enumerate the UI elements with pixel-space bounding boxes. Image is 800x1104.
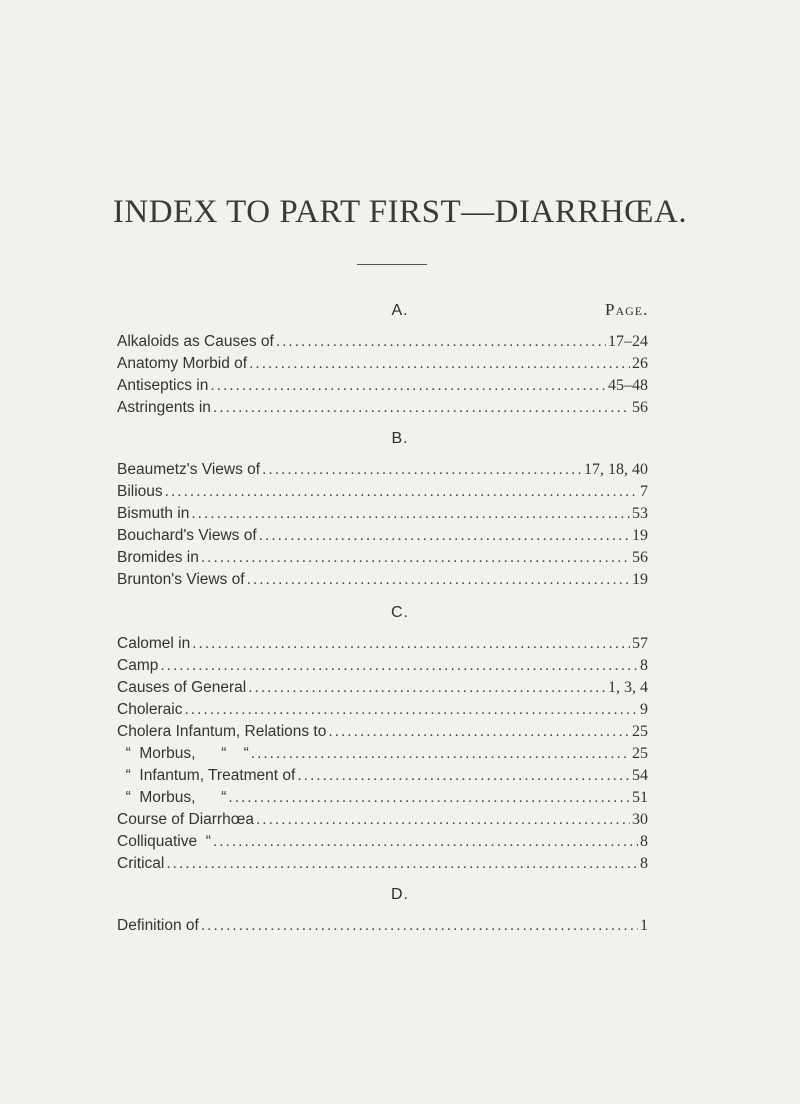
index-entry — [117, 377, 648, 399]
entry-page: 1 — [640, 917, 648, 934]
leader-dots — [249, 355, 630, 373]
index-entry — [117, 333, 648, 355]
entry-label: Brunton's Views of — [117, 571, 245, 588]
leader-dots — [184, 701, 638, 719]
entry-label: Camp — [117, 657, 159, 674]
entry-label: Course of Diarrhœa — [117, 811, 254, 828]
entry-label: Colliquative “ — [117, 833, 211, 850]
entry-label: Bouchard's Views of — [117, 527, 257, 544]
index-entry — [117, 657, 648, 679]
index-entry — [117, 767, 648, 789]
index-entry — [117, 917, 648, 939]
page-column-header: Page. — [605, 300, 649, 319]
entry-page: 57 — [632, 635, 648, 652]
entry-label: Causes of General — [117, 679, 247, 696]
leader-dots — [259, 527, 630, 545]
entry-page: 19 — [632, 571, 648, 588]
index-entry — [117, 855, 648, 877]
entry-page: 19 — [632, 527, 648, 544]
leader-dots — [276, 333, 606, 351]
entry-page: 45–48 — [608, 377, 648, 394]
title-rule — [357, 264, 427, 265]
section-letter-c: C. — [391, 604, 409, 621]
leader-dots — [201, 917, 638, 935]
leader-dots — [251, 745, 630, 763]
entry-label: Antiseptics in — [117, 377, 209, 394]
index-entry — [117, 571, 648, 593]
page-title: INDEX TO PART FIRST—DIARRHŒA. — [112, 194, 688, 230]
leader-dots — [228, 789, 630, 807]
index-entry — [117, 527, 648, 549]
index-entry — [117, 679, 648, 701]
entry-label: Critical — [117, 855, 165, 872]
index-entry — [117, 745, 648, 767]
entry-label: “ Infantum, Treatment of — [117, 767, 296, 784]
leader-dots — [165, 483, 638, 501]
leader-dots — [192, 635, 630, 653]
index-entry — [117, 701, 648, 723]
index-entry — [117, 833, 648, 855]
entry-label: Calomel in — [117, 635, 191, 652]
entry-label: “ Morbus, “ “ — [117, 745, 249, 762]
leader-dots — [297, 767, 630, 785]
index-entry — [117, 399, 648, 421]
entry-label: Bilious — [117, 483, 163, 500]
entry-label: Choleraic — [117, 701, 183, 718]
leader-dots — [210, 377, 606, 395]
entry-page: 51 — [632, 789, 648, 806]
index-entry — [117, 461, 648, 483]
index-entry — [117, 549, 648, 571]
entry-label: Anatomy Morbid of — [117, 355, 248, 372]
leader-dots — [248, 679, 606, 697]
entry-page: 8 — [640, 657, 648, 674]
entry-page: 25 — [632, 723, 648, 740]
index-entry — [117, 505, 648, 527]
entry-label: Definition of — [117, 917, 199, 934]
section-letter-b: B. — [391, 430, 409, 447]
entry-page: 1, 3, 4 — [608, 679, 648, 696]
index-entry — [117, 789, 648, 811]
entry-label: Beaumetz's Views of — [117, 461, 261, 478]
entry-page: 54 — [632, 767, 648, 784]
leader-dots — [160, 657, 638, 675]
index-entry — [117, 811, 648, 833]
entry-page: 17–24 — [608, 333, 648, 350]
leader-dots — [256, 811, 630, 829]
entry-label: Bismuth in — [117, 505, 190, 522]
index-entry — [117, 723, 648, 745]
entry-label: Astringents in — [117, 399, 211, 416]
index-entry — [117, 483, 648, 505]
leader-dots — [213, 833, 638, 851]
leader-dots — [191, 505, 630, 523]
entry-page: 17, 18, 40 — [584, 461, 648, 478]
entry-page: 56 — [632, 549, 648, 566]
entry-page: 26 — [632, 355, 648, 372]
entry-page: 53 — [632, 505, 648, 522]
index-entry — [117, 355, 648, 377]
entry-page: 8 — [640, 855, 648, 872]
entry-page: 9 — [640, 701, 648, 718]
leader-dots — [247, 571, 630, 589]
index-entry — [117, 635, 648, 657]
entry-page: 8 — [640, 833, 648, 850]
entry-page: 30 — [632, 811, 648, 828]
entry-page: 56 — [632, 399, 648, 416]
leader-dots — [262, 461, 582, 479]
entry-label: Cholera Infantum, Relations to — [117, 723, 327, 740]
entry-label: Alkaloids as Causes of — [117, 333, 274, 350]
leader-dots — [328, 723, 630, 741]
entry-label: “ Morbus, “ — [117, 789, 227, 806]
entry-label: Bromides in — [117, 549, 199, 566]
leader-dots — [166, 855, 638, 873]
leader-dots — [213, 399, 630, 417]
section-letter-d: D. — [391, 886, 409, 903]
leader-dots — [201, 549, 630, 567]
section-letter-a: A. — [391, 302, 409, 319]
entry-page: 25 — [632, 745, 648, 762]
entry-page: 7 — [640, 483, 648, 500]
